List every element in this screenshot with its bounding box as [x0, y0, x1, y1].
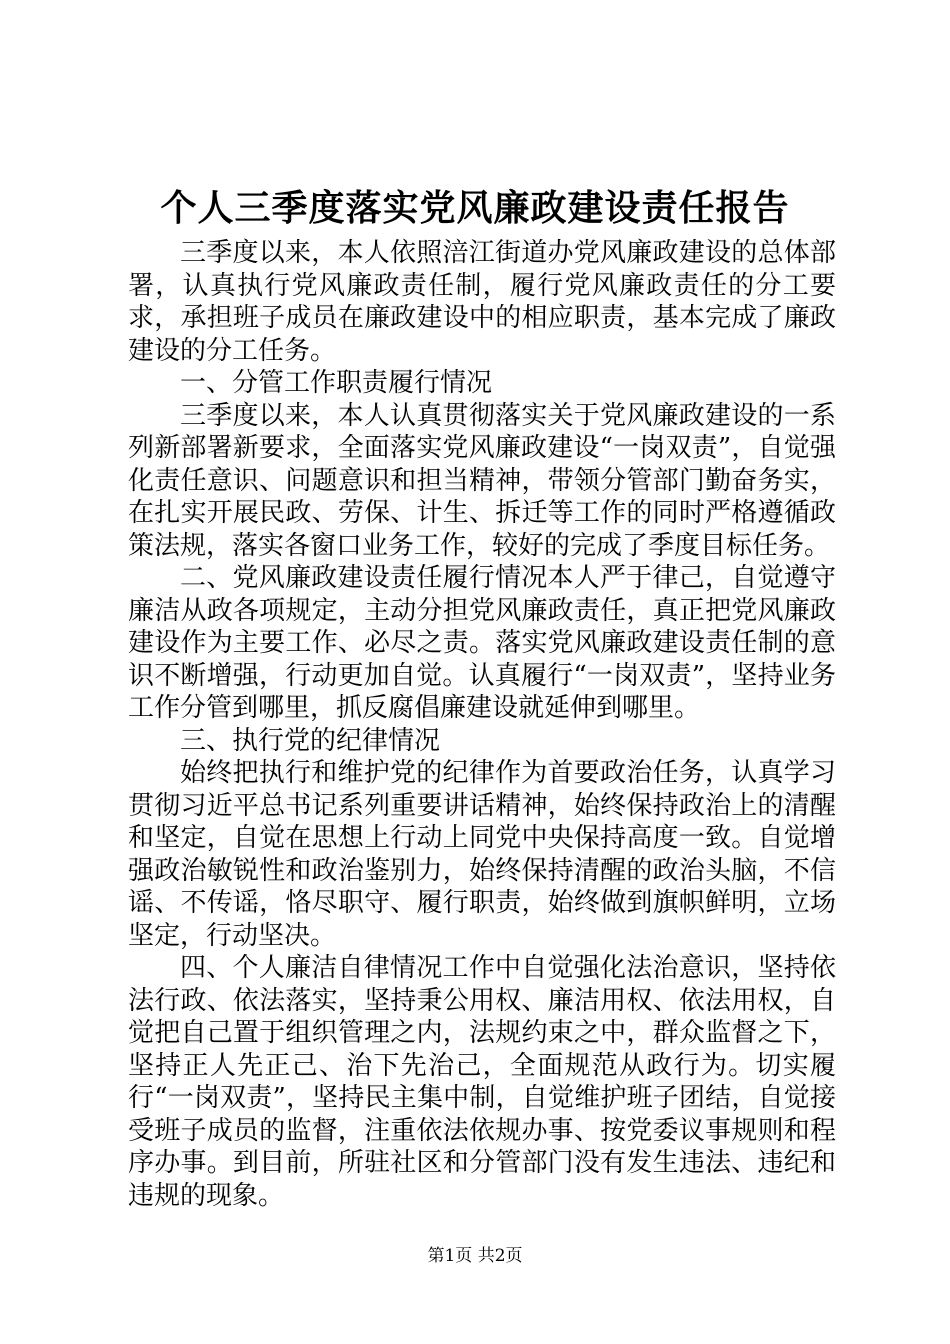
paragraph-section-1: 三季度以来，本人认真贯彻落实关于党风廉政建设的一系列新部署新要求，全面落实党风廉政建设“一岗双责”，自觉强化责任意识、问题意识和担当精神，带领分管部门勤奋务实，在扎实开展民政、劳保、计生、拆迁等工作的同时严格遵循政策法规，落实各窗口业务工作，较好的完成了季度目标任务。: [128, 400, 836, 561]
section-heading-1: 一、分管工作职责履行情况: [180, 368, 493, 398]
paragraph-section-3: 始终把执行和维护党的纪律作为首要政治任务，认真学习贯彻习近平总书记系列重要讲话精神，始终保持政治上的清醒和坚定，自觉在思想上行动上同党中央保持高度一致。自觉增强政治敏锐性和政治鉴别力，始终保持清醒的政治头脑，不信谣、不传谣，恪尽职守、履行职责，始终做到旗帜鲜明，立场坚定，行动坚决。: [128, 758, 836, 951]
page-number-footer: 第1页 共2页: [427, 1246, 523, 1266]
document-body: [128, 237, 836, 1212]
section-heading-3: 三、执行党的纪律情况: [180, 725, 441, 756]
paragraph-section-2: 二、党风廉政建设责任履行情况本人严于律己，自觉遵守廉洁从政各项规定，主动分担党风廉政责任，真正把党风廉政建设作为主要工作、必尽之责。落实党风廉政建设责任制的意识不断增强，行动更加自觉。认真履行“一岗双责”，坚持业务工作分管到哪里，抓反腐倡廉建设就延伸到哪里。: [128, 563, 836, 723]
paragraph-intro: 三季度以来，本人依照涪江街道办党风廉政建设的总体部署，认真执行党风廉政责任制，履行党风廉政责任的分工要求，承担班子成员在廉政建设中的相应职责，基本完成了廉政建设的分工任务。: [128, 238, 836, 366]
paragraph-section-4: 四、个人廉洁自律情况工作中自觉强化法治意识，坚持依法行政、依法落实，坚持秉公用权、廉洁用权、依法用权，自觉把自己置于组织管理之内，法规约束之中，群众监督之下，坚持正人先正己、治下先治己，全面规范从政行为。切实履行“一岗双责”，坚持民主集中制，自觉维护班子团结，自觉接受班子成员的监督，注重依法依规办事、按党委议事规则和程序办事。到目前，所驻社区和分管部门没有发生违法、违纪和违规的现象。: [128, 953, 836, 1211]
document-title: 个人三季度落实党风廉政建设责任报告: [160, 187, 790, 229]
